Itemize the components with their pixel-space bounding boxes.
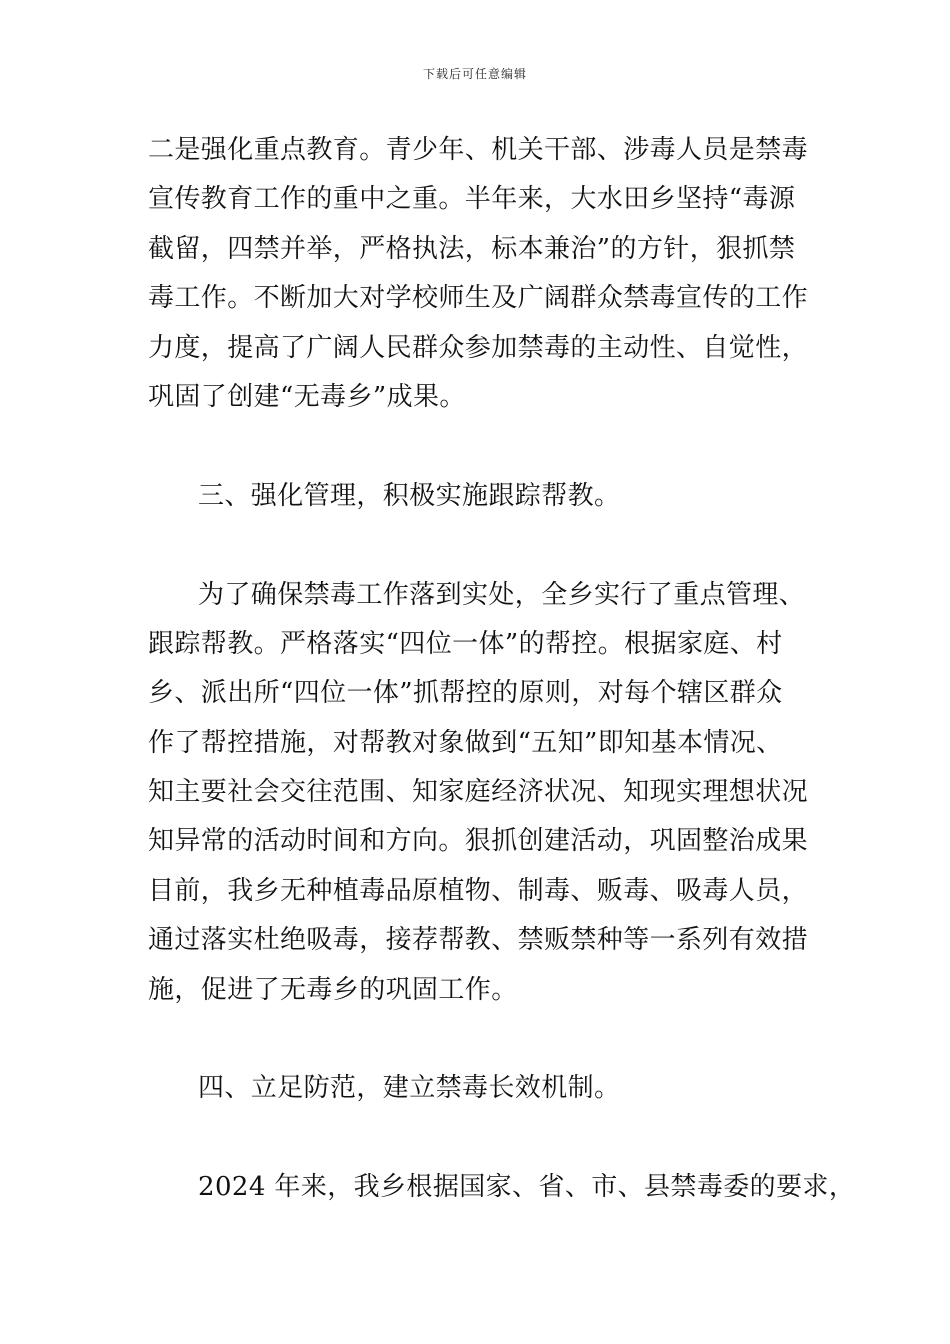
paragraph-long-term-mechanism — [148, 1163, 856, 1212]
paragraph-strengthen-education — [148, 126, 828, 422]
document-body — [148, 126, 856, 1213]
paragraph-gap — [148, 422, 828, 471]
text-line: 截留，四禁并举，严格执法，标本兼治”的方针，狠抓禁 — [148, 233, 796, 264]
paragraph-gap — [148, 521, 828, 570]
paragraph-gap — [148, 1015, 828, 1064]
text-line: 力度，提高了广阔人民群众参加禁毒的主动性、自觉性， — [148, 332, 809, 363]
paragraph-gap — [148, 1114, 828, 1163]
text-line: 二是强化重点教育。青少年、机关干部、涉毒人员是禁毒 — [148, 135, 809, 165]
page-header-note: 下载后可任意编辑 — [422, 67, 527, 81]
text-line: 巩固了创建“无毒乡”成果。 — [148, 381, 466, 412]
section-heading-three: 三、强化管理，积极实施跟踪帮教。 — [198, 480, 621, 511]
text-line: 知主要社会交往范围、知家庭经济状况、知现实理想状况 — [148, 777, 809, 808]
text-line: 乡、派出所“四位一体”抓帮控的原则，对每个辖区群众 — [148, 678, 783, 709]
section-heading-four: 四、立足防范，建立禁毒长效机制。 — [198, 1073, 621, 1104]
text-line: 毒工作。不断加大对学校师生及广阔群众禁毒宣传的工作 — [148, 283, 809, 314]
text-line: 目前，我乡无种植毒品原植物、制毒、贩毒、吸毒人员， — [148, 875, 809, 906]
text-line: 通过落实杜绝吸毒，接荐帮教、禁贩禁种等一系列有效措 — [148, 925, 809, 956]
text-line: 施，促进了无毒乡的巩固工作。 — [148, 974, 518, 1005]
text-line: 为了确保禁毒工作落到实处，全乡实行了重点管理、 — [198, 579, 806, 610]
paragraph-tracking-assistance — [148, 571, 828, 1016]
text-line: 宣传教育工作的重中之重。半年来，大水田乡坚持“毒源 — [148, 184, 796, 215]
text-line: 跟踪帮教。严格落实“四位一体”的帮控。根据家庭、村 — [148, 628, 783, 659]
text-line: 作了帮控措施，对帮教对象做到“五知”即知基本情况、 — [148, 727, 783, 758]
text-line: 知异常的活动时间和方向。狠抓创建活动，巩固整治成果 — [148, 826, 809, 857]
text-line: 2024 年来，我乡根据国家、省、市、县禁毒委的要求， — [198, 1172, 856, 1203]
